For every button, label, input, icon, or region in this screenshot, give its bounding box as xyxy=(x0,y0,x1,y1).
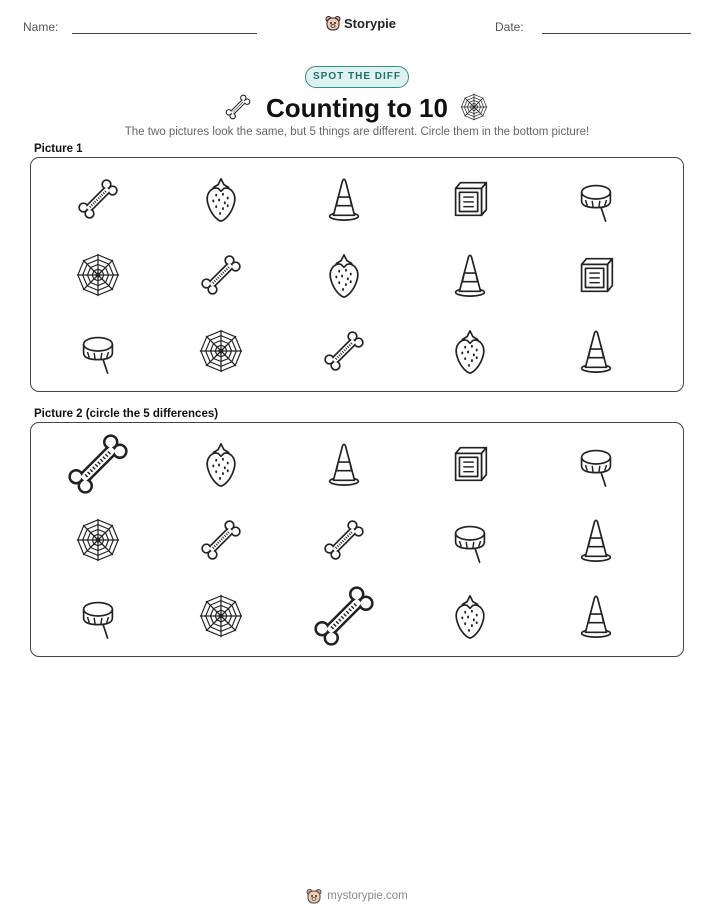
toy-drum-icon xyxy=(572,175,620,223)
footer-url: mystorypie.com xyxy=(327,890,408,902)
spider-web-icon xyxy=(197,327,245,375)
strawberry-icon xyxy=(197,175,245,223)
traffic-cone-icon xyxy=(446,251,494,299)
name-label: Name: xyxy=(23,20,59,34)
bone-icon xyxy=(74,175,122,223)
picture-1-label: Picture 1 xyxy=(34,143,83,155)
footer xyxy=(0,885,714,907)
date-line xyxy=(542,33,691,34)
bone-icon xyxy=(197,251,245,299)
toy-block-icon[interactable] xyxy=(446,440,494,488)
picture-2-panel[interactable] xyxy=(30,422,684,657)
toy-drum-icon xyxy=(74,327,122,375)
date-label: Date: xyxy=(495,20,524,34)
strawberry-icon xyxy=(446,327,494,375)
picture-2-label: Picture 2 (circle the 5 differences) xyxy=(34,408,219,420)
spider-web-icon xyxy=(459,92,489,122)
toy-drum-icon[interactable] xyxy=(74,592,122,640)
page-title: Counting to 10 xyxy=(266,93,448,123)
spider-web-icon[interactable] xyxy=(197,592,245,640)
toy-block-icon xyxy=(446,175,494,223)
toy-drum-icon[interactable] xyxy=(572,440,620,488)
bear-mascot-icon xyxy=(325,15,341,32)
brand-logo xyxy=(325,13,396,33)
traffic-cone-icon xyxy=(572,327,620,375)
name-line xyxy=(72,33,257,34)
activity-badge: SPOT THE DIFF xyxy=(305,66,409,88)
toy-block-icon xyxy=(572,251,620,299)
bone-icon[interactable] xyxy=(62,428,134,500)
bone-icon[interactable] xyxy=(197,516,245,564)
strawberry-icon[interactable] xyxy=(197,440,245,488)
bone-icon xyxy=(320,327,368,375)
picture-1-panel xyxy=(30,157,684,392)
bone-icon[interactable] xyxy=(308,580,380,652)
spider-web-icon xyxy=(74,251,122,299)
spider-web-icon[interactable] xyxy=(74,516,122,564)
traffic-cone-icon[interactable] xyxy=(572,516,620,564)
toy-drum-icon[interactable] xyxy=(446,516,494,564)
strawberry-icon xyxy=(320,251,368,299)
instructions: The two pictures look the same, but 5 things are different. Circle them in the bottom picture! xyxy=(124,126,590,138)
bone-icon[interactable] xyxy=(320,516,368,564)
traffic-cone-icon xyxy=(320,175,368,223)
strawberry-icon[interactable] xyxy=(446,592,494,640)
traffic-cone-icon[interactable] xyxy=(320,440,368,488)
bear-mascot-icon xyxy=(306,888,322,905)
brand-name: Storypie xyxy=(344,15,397,31)
traffic-cone-icon[interactable] xyxy=(572,592,620,640)
